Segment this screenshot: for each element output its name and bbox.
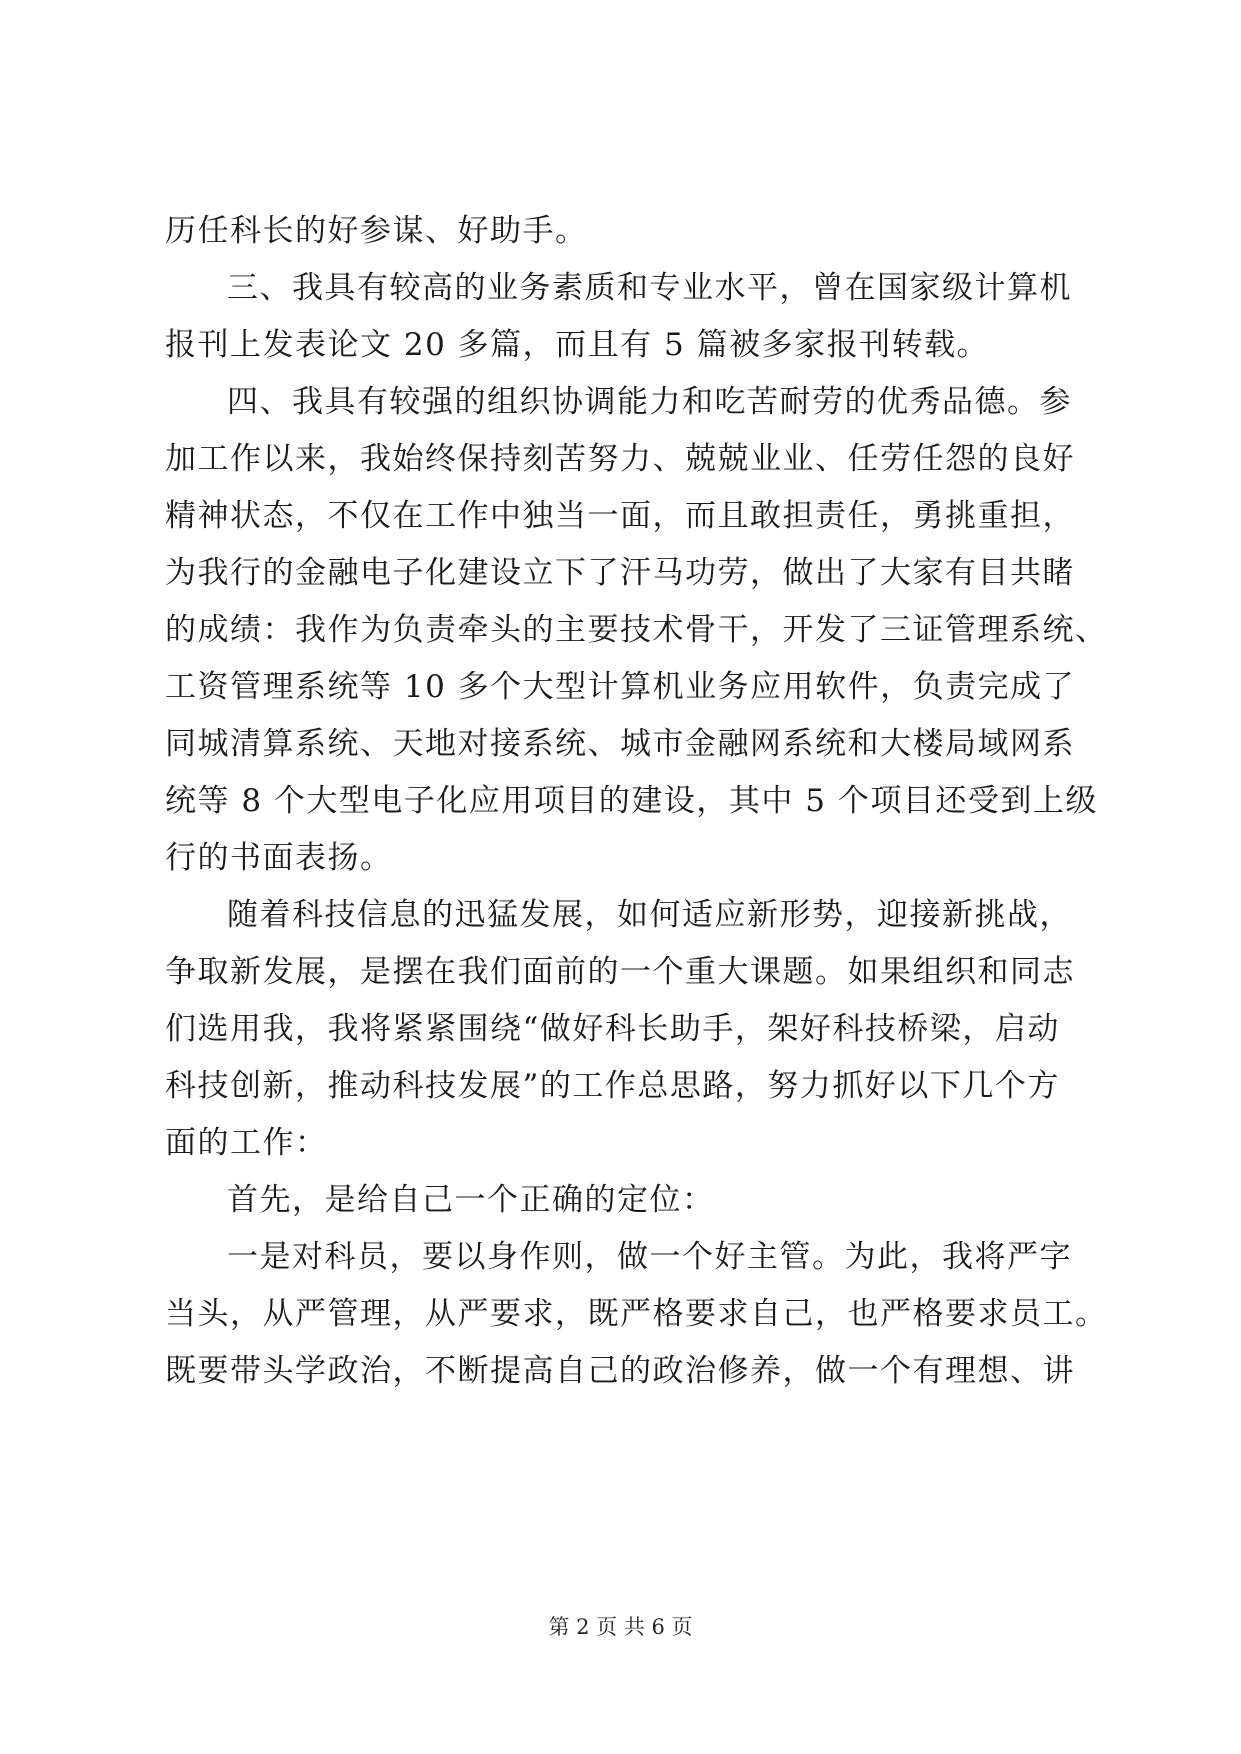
text-line: 行的书面表扬。 xyxy=(165,840,393,876)
text-line: 首先，是给自己一个正确的定位： xyxy=(227,1182,715,1218)
text-line: 加工作以来，我始终保持刻苦努力、兢兢业业、任劳任怨的良好 xyxy=(165,441,1075,477)
text-line: 同城清算系统、天地对接系统、城市金融网系统和大楼局域网系 xyxy=(165,726,1075,762)
text-line: 工资管理系统等 10 多个大型计算机业务应用软件，负责完成了 xyxy=(165,669,1076,705)
text-line: 们选用我，我将紧紧围绕“做好科长助手，架好科技桥梁，启动 xyxy=(165,1011,1060,1047)
text-line: 四、我具有较强的组织协调能力和吃苦耐劳的优秀品德。参 xyxy=(227,384,1072,420)
page-number-footer: 第 2 页 共 6 页 xyxy=(548,1615,693,1639)
text-line: 三、我具有较高的业务素质和专业水平，曾在国家级计算机 xyxy=(227,270,1072,306)
text-line: 的成绩：我作为负责牵头的主要技术骨干，开发了三证管理系统、 xyxy=(165,612,1108,648)
text-line: 为我行的金融电子化建设立下了汗马功劳，做出了大家有目共睹 xyxy=(165,555,1075,591)
document-body xyxy=(165,203,1108,1400)
text-line: 历任科长的好参谋、好助手。 xyxy=(165,213,588,249)
text-line: 科技创新，推动科技发展”的工作总思路，努力抓好以下几个方 xyxy=(165,1068,1060,1104)
text-line: 当头，从严管理，从严要求，既严格要求自己，也严格要求员工。 xyxy=(165,1296,1108,1332)
text-line: 报刊上发表论文 20 多篇，而且有 5 篇被多家报刊转载。 xyxy=(165,327,990,363)
text-line: 随着科技信息的迅猛发展，如何适应新形势，迎接新挑战， xyxy=(227,897,1072,933)
text-line: 精神状态，不仅在工作中独当一面，而且敢担责任，勇挑重担， xyxy=(165,498,1075,534)
text-line: 一是对科员，要以身作则，做一个好主管。为此，我将严字 xyxy=(227,1239,1072,1275)
text-line: 面的工作： xyxy=(165,1125,328,1161)
text-line: 统等 8 个大型电子化应用项目的建设，其中 5 个项目还受到上级 xyxy=(165,783,1098,819)
text-line: 既要带头学政治，不断提高自己的政治修养，做一个有理想、讲 xyxy=(165,1353,1075,1389)
text-line: 争取新发展，是摆在我们面前的一个重大课题。如果组织和同志 xyxy=(165,954,1075,990)
